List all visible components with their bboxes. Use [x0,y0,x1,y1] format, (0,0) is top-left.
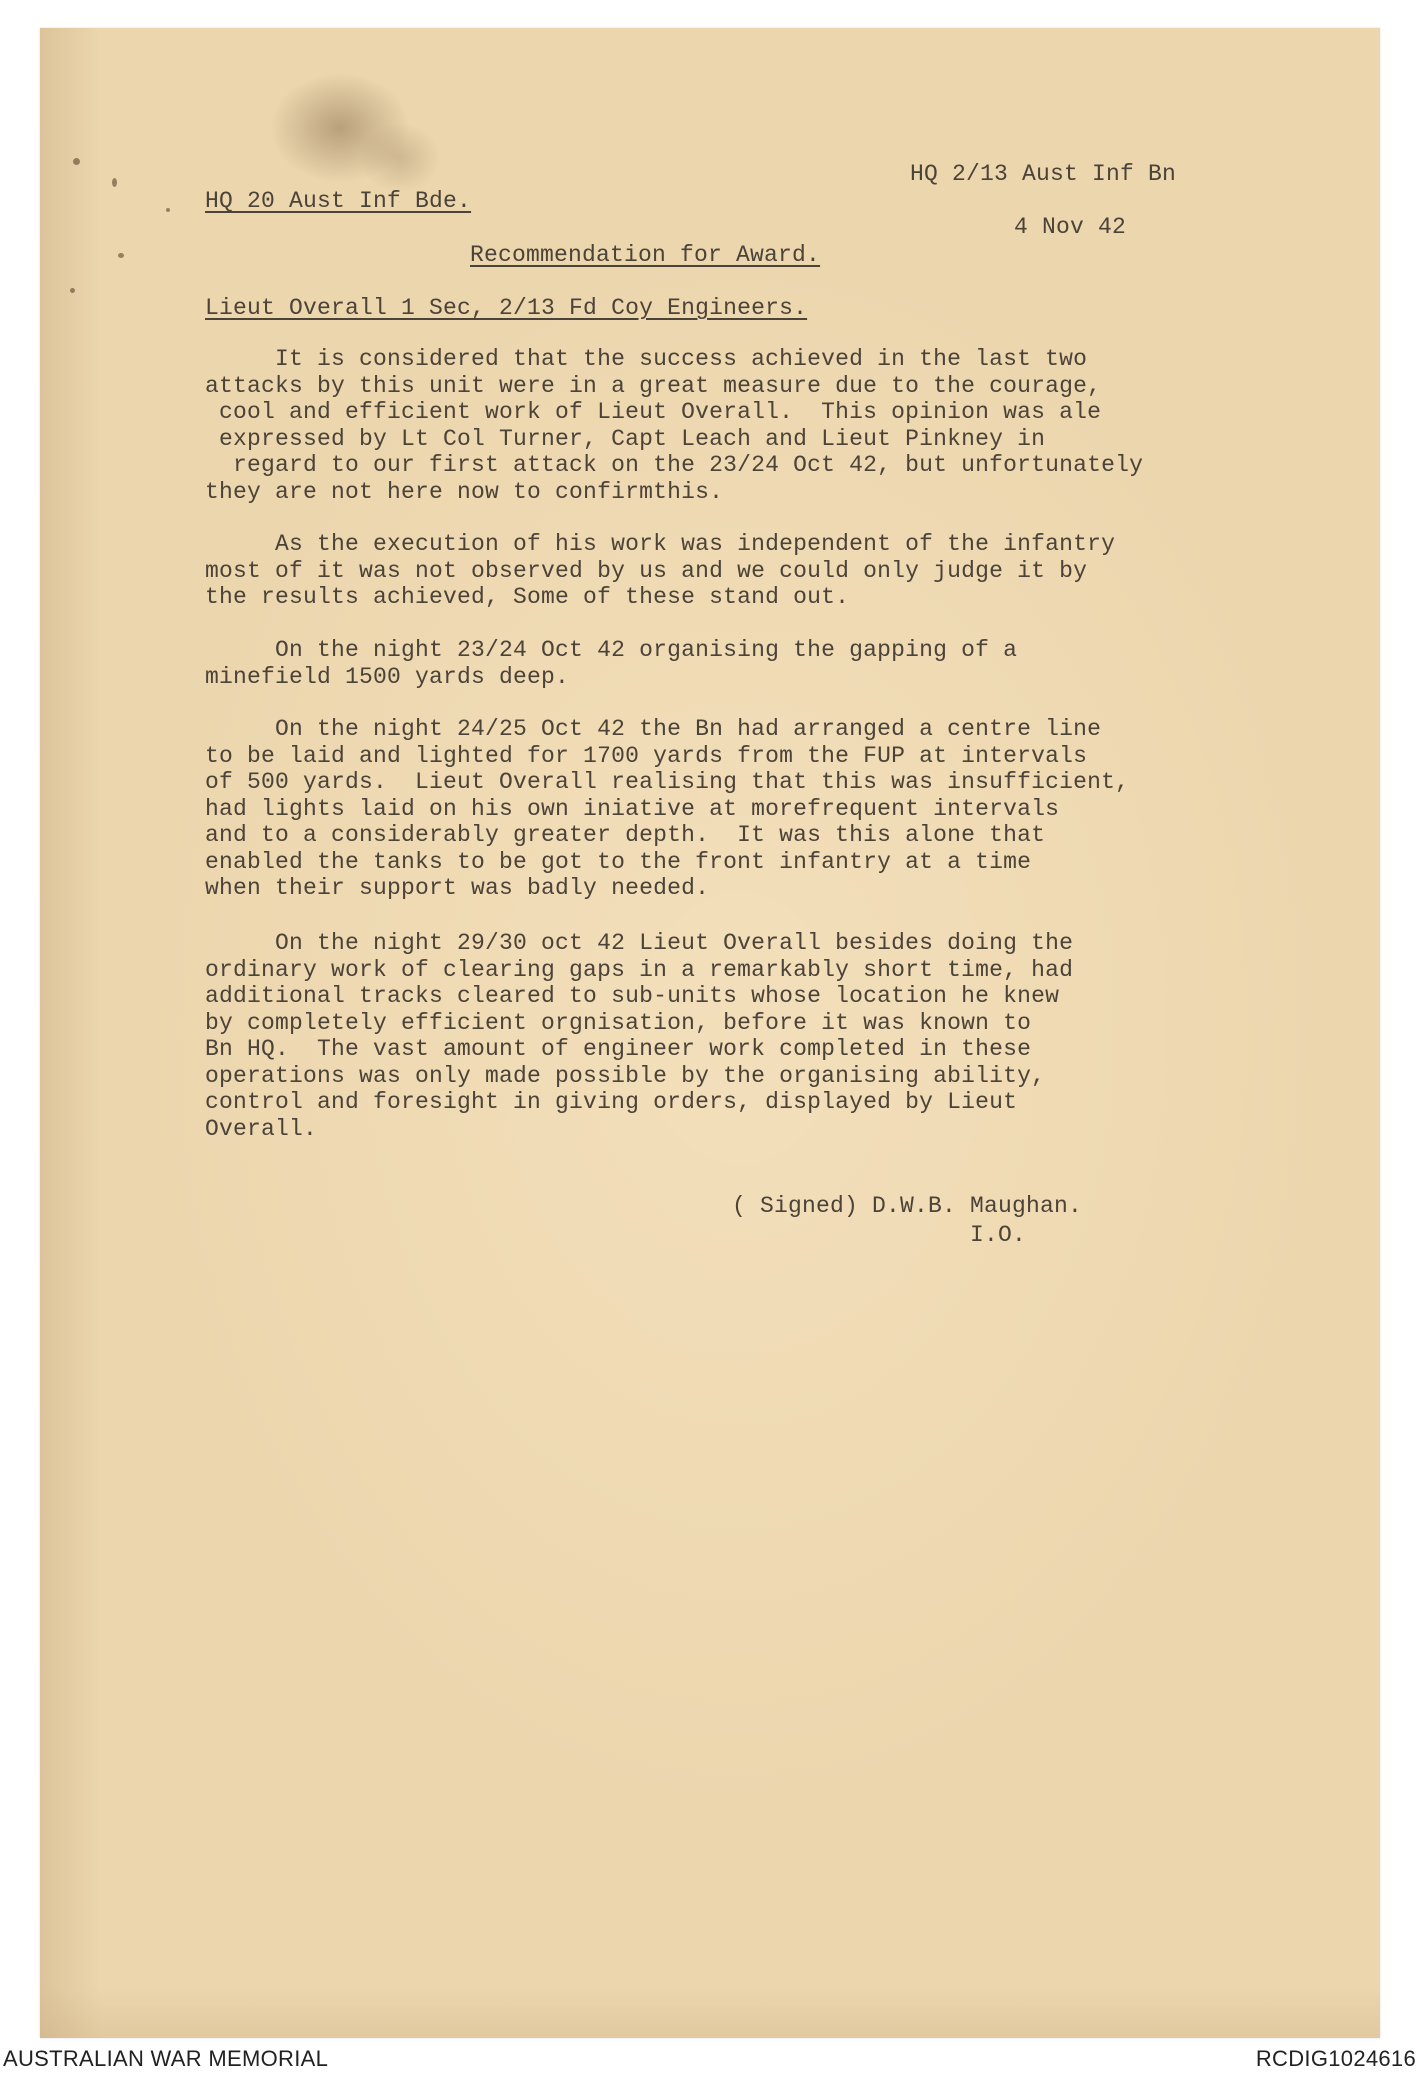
paragraph-5: On the night 29/30 oct 42 Lieut Overall besides doing the ordinary work of clearing gaps in a remarkably short time, had additional tracks cleared to sub-units whose location he knew by completely efficient orgnisation, before it was known to Bn HQ. The vast amount of engineer work completed in these operations was only made possible by the organising ability, control and foresight in giving orders, displayed by Lieut Overall. [205,930,1074,1142]
paper-stain [112,178,117,187]
paper-stain [118,253,124,258]
sender-unit: HQ 2/13 Aust Inf Bn [910,160,1177,187]
footer-record-id: RCDIG1024616 [1255,2046,1416,2071]
footer-archive-name: AUSTRALIAN WAR MEMORIAL [3,2046,329,2071]
paragraph-2: As the execution of his work was independent of the infantry most of it was not observed by us and we could only judge it by the results achieved, Some of these stand out. [205,531,1116,610]
paragraph-1: It is considered that the success achieved in the last two attacks by this unit were in a great measure due to the courage, cool and efficient work of Lieut Overall. This opinion was ale expressed by Lt Col Turner, Capt Leach and Lieut Pinkney in regard to our first attack on the 23/24 Oct 42, but unfortunately they are not here now to confirmthis. [205,346,1144,505]
signature-title: I.O. [970,1222,1027,1248]
document-date: 4 Nov 42 [1014,213,1127,240]
signature-line: ( Signed) D.W.B. Maughan. [732,1193,1083,1219]
paragraph-4: On the night 24/25 Oct 42 the Bn had arranged a centre line to be laid and lighted for 1700 yards from the FUP at intervals of 500 yards. Lieut Overall realising that this was insufficient, had lights laid on his own iniative at morefrequent intervals and to a considerably greater depth. It was this alone that enabled the tanks to be got to the front infantry at a time when their support was badly needed. [205,716,1130,901]
paper-stain [73,158,80,165]
sender-header [882,134,1176,267]
paper-stain [166,208,170,212]
paragraph-3: On the night 23/24 Oct 42 organising the gapping of a minefield 1500 yards deep. [205,637,1018,690]
paper-stain [70,288,75,293]
addressee: HQ 20 Aust Inf Bde. [205,188,472,214]
reference-line: Lieut Overall 1 Sec, 2/13 Fd Coy Engineers. [205,295,808,321]
document-subject: Recommendation for Award. [470,242,821,268]
